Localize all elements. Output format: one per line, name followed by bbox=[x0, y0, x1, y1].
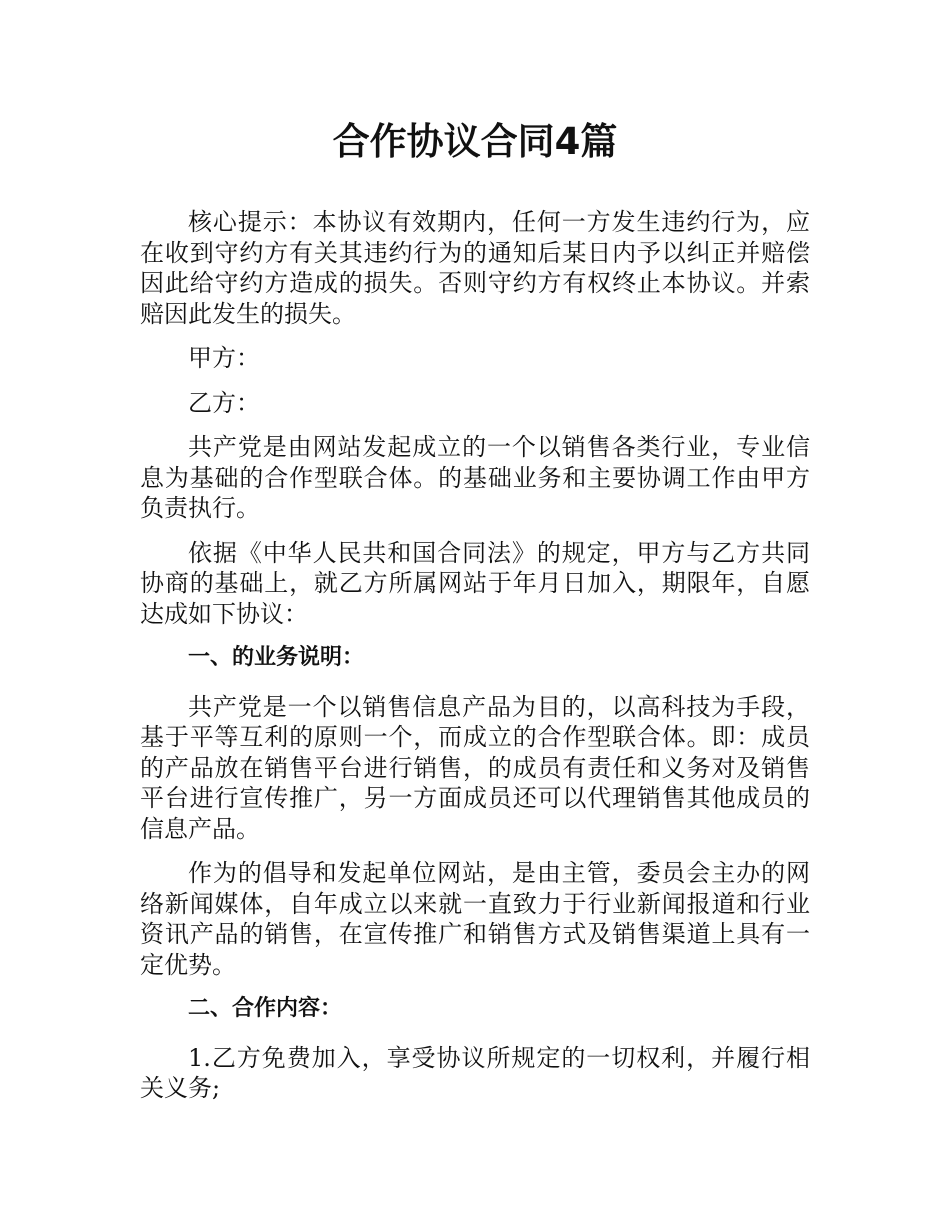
paragraph-initiator: 作为的倡导和发起单位网站，是由主管，委员会主办的网络新闻媒体，自年成立以来就一直致力于行业新闻报道和行业资讯产品的销售，在宣传推广和销售方式及销售渠道上具有一定优势。 bbox=[140, 859, 810, 979]
paragraph-business-description: 共产党是一个以销售信息产品为目的，以高科技为手段，基于平等互利的原则一个，而成立的合作型联合体。即：成员的产品放在销售平台进行销售，的成员有责任和义务对及销售平台进行宣传推广，另一方面成员还可以代理销售其他成员的信息产品。 bbox=[140, 692, 810, 843]
document-page bbox=[140, 0, 810, 1118]
section-heading-cooperation: 二、合作内容： bbox=[188, 996, 343, 1021]
document-title: 合作协议合同4篇 bbox=[332, 120, 618, 163]
paragraph-party-a: 甲方： bbox=[188, 344, 260, 372]
paragraph-legal-basis: 依据《中华人民共和国合同法》的规定，甲方与乙方共同协商的基础上，就乙方所属网站于年月日加入，期限年，自愿达成如下协议： bbox=[140, 538, 810, 628]
document-body bbox=[140, 207, 810, 1104]
paragraph-party-b: 乙方： bbox=[188, 388, 260, 417]
paragraph-intro: 共产党是由网站发起成立的一个以销售各类行业，专业信息为基础的合作型联合体。的基础业务和主要协调工作由甲方负责执行。 bbox=[140, 433, 810, 522]
paragraph-clause-1: 1.乙方免费加入，享受协议所规定的一切权利，并履行相关义务; bbox=[140, 1043, 810, 1102]
paragraph-core-summary: 核心提示：本协议有效期内，任何一方发生违约行为，应在收到守约方有关其违约行为的通知后某日内予以纠正并赔偿因此给守约方造成的损失。否则守约方有权终止本协议。并索赔因此发生的损失。 bbox=[140, 208, 810, 328]
section-heading-business: 一、的业务说明： bbox=[188, 645, 365, 670]
